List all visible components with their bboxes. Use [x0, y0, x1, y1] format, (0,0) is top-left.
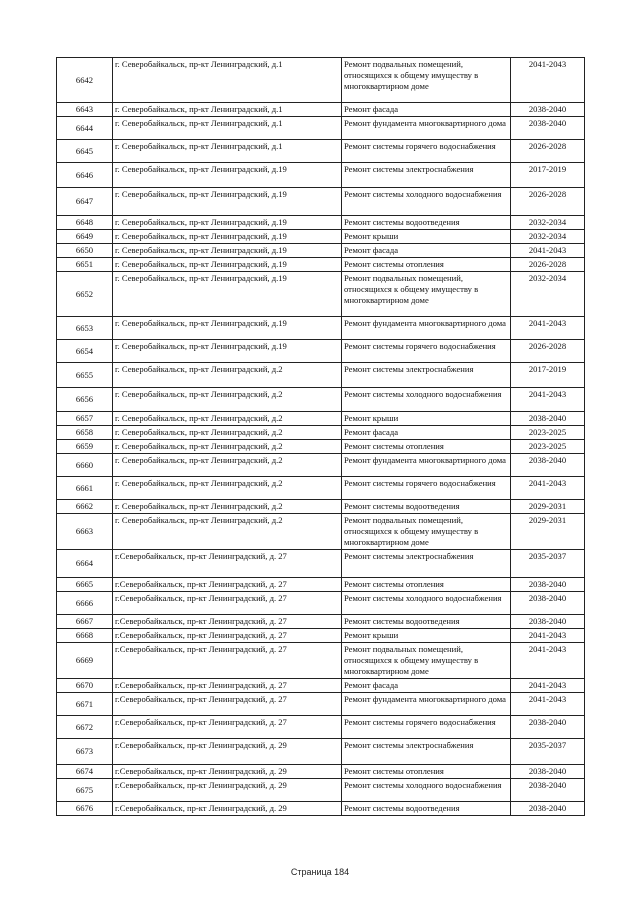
row-number: 6675: [57, 779, 113, 802]
row-years: 2038-2040: [511, 412, 585, 426]
row-years: 2035-2037: [511, 739, 585, 765]
row-years: 2026-2028: [511, 140, 585, 163]
table-row: [57, 230, 585, 244]
row-number: 6676: [57, 802, 113, 816]
row-address: г. Северобайкальск, пр-кт Ленинградский, д.19: [113, 340, 342, 363]
row-address: г. Северобайкальск, пр-кт Ленинградский, д.19: [113, 317, 342, 340]
row-work-type: Ремонт подвальных помещений, относящихся к общему имуществу в многоквартирном доме: [342, 58, 511, 103]
row-number: 6667: [57, 615, 113, 629]
row-years: 2032-2034: [511, 272, 585, 317]
row-address: г. Северобайкальск, пр-кт Ленинградский, д.2: [113, 500, 342, 514]
row-work-type: Ремонт системы холодного водоснабжения: [342, 779, 511, 802]
row-work-type: Ремонт системы водоотведения: [342, 216, 511, 230]
row-years: 2035-2037: [511, 550, 585, 578]
row-work-type: Ремонт фасада: [342, 244, 511, 258]
row-number: 6666: [57, 592, 113, 615]
row-address: г. Северобайкальск, пр-кт Ленинградский, д.19: [113, 216, 342, 230]
row-work-type: Ремонт подвальных помещений, относящихся к общему имуществу в многоквартирном доме: [342, 272, 511, 317]
row-address: г.Северобайкальск, пр-кт Ленинградский, д. 27: [113, 693, 342, 716]
table-row: [57, 578, 585, 592]
row-address: г. Северобайкальск, пр-кт Ленинградский, д.2: [113, 388, 342, 412]
row-years: 2041-2043: [511, 629, 585, 643]
table-row: [57, 500, 585, 514]
row-years: 2026-2028: [511, 258, 585, 272]
table-row: [57, 140, 585, 163]
row-number: 6654: [57, 340, 113, 363]
table-row: [57, 58, 585, 103]
row-work-type: Ремонт системы водоотведения: [342, 802, 511, 816]
row-work-type: Ремонт системы отопления: [342, 578, 511, 592]
row-years: 2038-2040: [511, 103, 585, 117]
row-number: 6668: [57, 629, 113, 643]
row-address: г. Северобайкальск, пр-кт Ленинградский, д.19: [113, 188, 342, 216]
table-row: [57, 388, 585, 412]
row-number: 6659: [57, 440, 113, 454]
row-address: г. Северобайкальск, пр-кт Ленинградский, д.1: [113, 103, 342, 117]
row-years: 2038-2040: [511, 779, 585, 802]
row-number: 6665: [57, 578, 113, 592]
row-address: г.Северобайкальск, пр-кт Ленинградский, д. 29: [113, 779, 342, 802]
row-years: 2041-2043: [511, 693, 585, 716]
row-work-type: Ремонт фасада: [342, 426, 511, 440]
table-row: [57, 426, 585, 440]
row-address: г. Северобайкальск, пр-кт Ленинградский, д.2: [113, 426, 342, 440]
row-years: 2038-2040: [511, 578, 585, 592]
row-years: 2041-2043: [511, 58, 585, 103]
row-work-type: Ремонт фундамента многоквартирного дома: [342, 454, 511, 477]
row-address: г. Северобайкальск, пр-кт Ленинградский, д.2: [113, 363, 342, 388]
table-row: [57, 216, 585, 230]
row-address: г.Северобайкальск, пр-кт Ленинградский, д. 27: [113, 578, 342, 592]
row-work-type: Ремонт системы электроснабжения: [342, 739, 511, 765]
row-number: 6664: [57, 550, 113, 578]
row-number: 6657: [57, 412, 113, 426]
row-work-type: Ремонт системы электроснабжения: [342, 550, 511, 578]
row-years: 2041-2043: [511, 388, 585, 412]
row-work-type: Ремонт системы холодного водоснабжения: [342, 592, 511, 615]
table-row: [57, 550, 585, 578]
table-row: [57, 272, 585, 317]
row-address: г. Северобайкальск, пр-кт Ленинградский, д.2: [113, 514, 342, 550]
row-address: г.Северобайкальск, пр-кт Ленинградский, д. 27: [113, 716, 342, 739]
row-address: г. Северобайкальск, пр-кт Ленинградский, д.19: [113, 230, 342, 244]
row-number: 6674: [57, 765, 113, 779]
row-work-type: Ремонт фундамента многоквартирного дома: [342, 317, 511, 340]
row-address: г.Северобайкальск, пр-кт Ленинградский, д. 29: [113, 765, 342, 779]
table-row: [57, 163, 585, 188]
row-number: 6642: [57, 58, 113, 103]
row-years: 2017-2019: [511, 163, 585, 188]
row-address: г.Северобайкальск, пр-кт Ленинградский, д. 27: [113, 629, 342, 643]
row-work-type: Ремонт системы водоотведения: [342, 615, 511, 629]
row-number: 6671: [57, 693, 113, 716]
row-address: г. Северобайкальск, пр-кт Ленинградский, д.1: [113, 140, 342, 163]
table-row: [57, 592, 585, 615]
row-number: 6649: [57, 230, 113, 244]
row-address: г.Северобайкальск, пр-кт Ленинградский, д. 29: [113, 739, 342, 765]
row-address: г. Северобайкальск, пр-кт Ленинградский, д.1: [113, 117, 342, 140]
row-number: 6673: [57, 739, 113, 765]
table-row: [57, 802, 585, 816]
row-address: г.Северобайкальск, пр-кт Ленинградский, д. 27: [113, 643, 342, 679]
row-address: г. Северобайкальск, пр-кт Ленинградский, д.19: [113, 163, 342, 188]
row-years: 2026-2028: [511, 340, 585, 363]
row-number: 6661: [57, 477, 113, 500]
table-row: [57, 716, 585, 739]
row-address: г.Северобайкальск, пр-кт Ленинградский, д. 27: [113, 679, 342, 693]
table-row: [57, 615, 585, 629]
table-row: [57, 477, 585, 500]
row-number: 6645: [57, 140, 113, 163]
row-work-type: Ремонт подвальных помещений, относящихся к общему имуществу в многоквартирном доме: [342, 643, 511, 679]
table-row: [57, 258, 585, 272]
row-number: 6653: [57, 317, 113, 340]
row-work-type: Ремонт системы отопления: [342, 440, 511, 454]
row-years: 2038-2040: [511, 765, 585, 779]
row-years: 2041-2043: [511, 244, 585, 258]
row-work-type: Ремонт системы отопления: [342, 258, 511, 272]
row-number: 6651: [57, 258, 113, 272]
row-years: 2041-2043: [511, 643, 585, 679]
row-years: 2023-2025: [511, 426, 585, 440]
row-work-type: Ремонт фасада: [342, 679, 511, 693]
table-row: [57, 412, 585, 426]
row-work-type: Ремонт крыши: [342, 412, 511, 426]
row-work-type: Ремонт системы горячего водоснабжения: [342, 340, 511, 363]
row-work-type: Ремонт системы электроснабжения: [342, 363, 511, 388]
row-number: 6672: [57, 716, 113, 739]
row-work-type: Ремонт системы водоотведения: [342, 500, 511, 514]
row-work-type: Ремонт фундамента многоквартирного дома: [342, 693, 511, 716]
row-address: г. Северобайкальск, пр-кт Ленинградский, д.2: [113, 477, 342, 500]
table-row: [57, 643, 585, 679]
row-years: 2038-2040: [511, 615, 585, 629]
row-number: 6663: [57, 514, 113, 550]
row-years: 2041-2043: [511, 477, 585, 500]
row-work-type: Ремонт крыши: [342, 629, 511, 643]
row-years: 2038-2040: [511, 454, 585, 477]
repair-schedule-table: [56, 57, 585, 816]
row-years: 2029-2031: [511, 500, 585, 514]
row-work-type: Ремонт системы электроснабжения: [342, 163, 511, 188]
row-work-type: Ремонт системы горячего водоснабжения: [342, 477, 511, 500]
table-row: [57, 340, 585, 363]
row-number: 6650: [57, 244, 113, 258]
row-number: 6669: [57, 643, 113, 679]
table-row: [57, 103, 585, 117]
row-address: г. Северобайкальск, пр-кт Ленинградский, д.1: [113, 58, 342, 103]
row-number: 6652: [57, 272, 113, 317]
row-years: 2029-2031: [511, 514, 585, 550]
row-number: 6658: [57, 426, 113, 440]
row-number: 6660: [57, 454, 113, 477]
row-years: 2041-2043: [511, 679, 585, 693]
row-years: 2032-2034: [511, 230, 585, 244]
table-body: [57, 58, 585, 816]
table-row: [57, 514, 585, 550]
page-number: Страница 184: [290, 867, 350, 877]
row-number: 6648: [57, 216, 113, 230]
row-years: 2038-2040: [511, 117, 585, 140]
row-number: 6670: [57, 679, 113, 693]
table-row: [57, 693, 585, 716]
table-row: [57, 454, 585, 477]
row-address: г. Северобайкальск, пр-кт Ленинградский, д.19: [113, 258, 342, 272]
row-work-type: Ремонт системы холодного водоснабжения: [342, 188, 511, 216]
table-row: [57, 779, 585, 802]
table-row: [57, 440, 585, 454]
row-years: 2026-2028: [511, 188, 585, 216]
table-row: [57, 188, 585, 216]
row-years: 2041-2043: [511, 317, 585, 340]
row-work-type: Ремонт крыши: [342, 230, 511, 244]
table-row: [57, 629, 585, 643]
row-work-type: Ремонт подвальных помещений, относящихся к общему имуществу в многоквартирном доме: [342, 514, 511, 550]
table-row: [57, 679, 585, 693]
row-years: 2032-2034: [511, 216, 585, 230]
row-number: 6646: [57, 163, 113, 188]
row-work-type: Ремонт системы горячего водоснабжения: [342, 140, 511, 163]
table-row: [57, 765, 585, 779]
row-number: 6656: [57, 388, 113, 412]
table-row: [57, 739, 585, 765]
row-address: г. Северобайкальск, пр-кт Ленинградский, д.19: [113, 272, 342, 317]
table-row: [57, 363, 585, 388]
row-work-type: Ремонт системы холодного водоснабжения: [342, 388, 511, 412]
row-number: 6662: [57, 500, 113, 514]
row-work-type: Ремонт фундамента многоквартирного дома: [342, 117, 511, 140]
row-address: г. Северобайкальск, пр-кт Ленинградский, д.2: [113, 454, 342, 477]
row-address: г. Северобайкальск, пр-кт Ленинградский, д.19: [113, 244, 342, 258]
row-work-type: Ремонт фасада: [342, 103, 511, 117]
row-address: г.Северобайкальск, пр-кт Ленинградский, д. 29: [113, 802, 342, 816]
row-address: г.Северобайкальск, пр-кт Ленинградский, д. 27: [113, 615, 342, 629]
row-years: 2023-2025: [511, 440, 585, 454]
row-number: 6647: [57, 188, 113, 216]
table-row: [57, 317, 585, 340]
row-years: 2038-2040: [511, 716, 585, 739]
row-years: 2017-2019: [511, 363, 585, 388]
row-address: г.Северобайкальск, пр-кт Ленинградский, д. 27: [113, 550, 342, 578]
row-address: г.Северобайкальск, пр-кт Ленинградский, д. 27: [113, 592, 342, 615]
table-row: [57, 244, 585, 258]
row-number: 6644: [57, 117, 113, 140]
row-address: г. Северобайкальск, пр-кт Ленинградский, д.2: [113, 412, 342, 426]
row-number: 6643: [57, 103, 113, 117]
row-work-type: Ремонт системы отопления: [342, 765, 511, 779]
row-number: 6655: [57, 363, 113, 388]
table-row: [57, 117, 585, 140]
row-years: 2038-2040: [511, 802, 585, 816]
row-work-type: Ремонт системы горячего водоснабжения: [342, 716, 511, 739]
row-address: г. Северобайкальск, пр-кт Ленинградский, д.2: [113, 440, 342, 454]
row-years: 2038-2040: [511, 592, 585, 615]
